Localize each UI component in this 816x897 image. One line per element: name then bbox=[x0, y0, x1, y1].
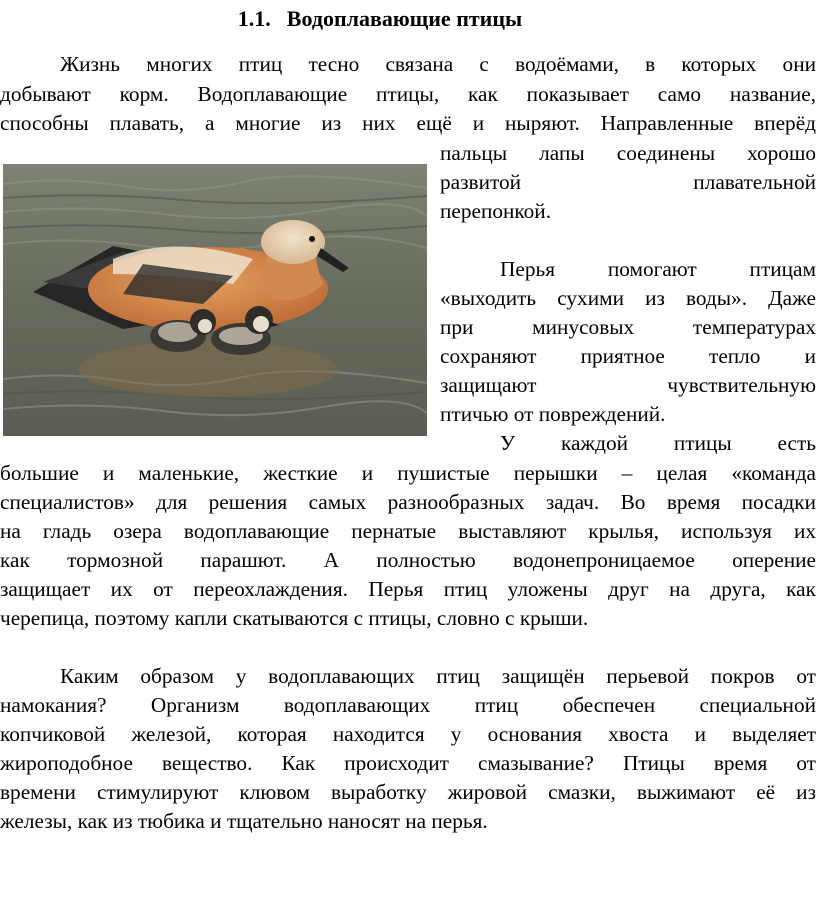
text-line: защищают чувствительную bbox=[440, 373, 816, 397]
text-line: как тормозной парашют. А полностью водонепроницаемое оперение bbox=[0, 548, 816, 572]
text-line: жироподобное вещество. Как происходит смазывание? Птицы время от bbox=[0, 751, 816, 775]
text-line: защищает их от переохлаждения. Перья птиц уложены друг на друга, как bbox=[0, 577, 816, 601]
duck-photo bbox=[3, 164, 427, 436]
text-line: птичью от повреждений. bbox=[440, 402, 666, 426]
text-line: специалистов» для решения самых разнообразных задач. Во время посадки bbox=[0, 490, 816, 514]
text-line: перепонкой. bbox=[440, 199, 552, 223]
section-title: Водоплавающие птицы bbox=[286, 6, 523, 31]
text-line: Перья помогают птицам bbox=[500, 257, 816, 281]
section-number: 1.1. bbox=[237, 6, 271, 31]
text-line: черепица, поэтому капли скатываются с птицы, словно с крыши. bbox=[0, 606, 589, 630]
text-line: намокания? Организм водоплавающих птиц обеспечен специальной bbox=[0, 693, 816, 717]
text-line: способны плавать, а многие из них ещё и ныряют. Направленные вперёд bbox=[0, 111, 816, 135]
duck-with-ducklings-icon bbox=[3, 164, 427, 436]
text-line: добывают корм. Водоплавающие птицы, как показывает само название, bbox=[0, 82, 816, 106]
text-line: «выходить сухими из воды». Даже bbox=[440, 286, 816, 310]
text-line: времени стимулируют клювом выработку жировой смазки, выжимают её из bbox=[0, 780, 816, 804]
text-line: У каждой птицы есть bbox=[500, 431, 816, 455]
text-line: Жизнь многих птиц тесно связана с водоёмами, в которых они bbox=[60, 52, 816, 76]
text-line: большие и маленькие, жесткие и пушистые перышки – целая «команда bbox=[0, 461, 816, 485]
text-line: развитой плавательной bbox=[440, 170, 816, 194]
text-line: пальцы лапы соединены хорошо bbox=[440, 141, 816, 165]
text-line: сохраняют приятное тепло и bbox=[440, 344, 816, 368]
text-line: Каким образом у водоплавающих птиц защищён перьевой покров от bbox=[60, 664, 816, 688]
text-line: при минусовых температурах bbox=[440, 315, 816, 339]
section-heading bbox=[0, 5, 760, 33]
text-line: на гладь озера водоплавающие пернатые выставляют крылья, используя их bbox=[0, 519, 816, 543]
text-line: железы, как из тюбика и тщательно наносят на перья. bbox=[0, 809, 488, 833]
text-line: копчиковой железой, которая находится у основания хвоста и выделяет bbox=[0, 722, 816, 746]
